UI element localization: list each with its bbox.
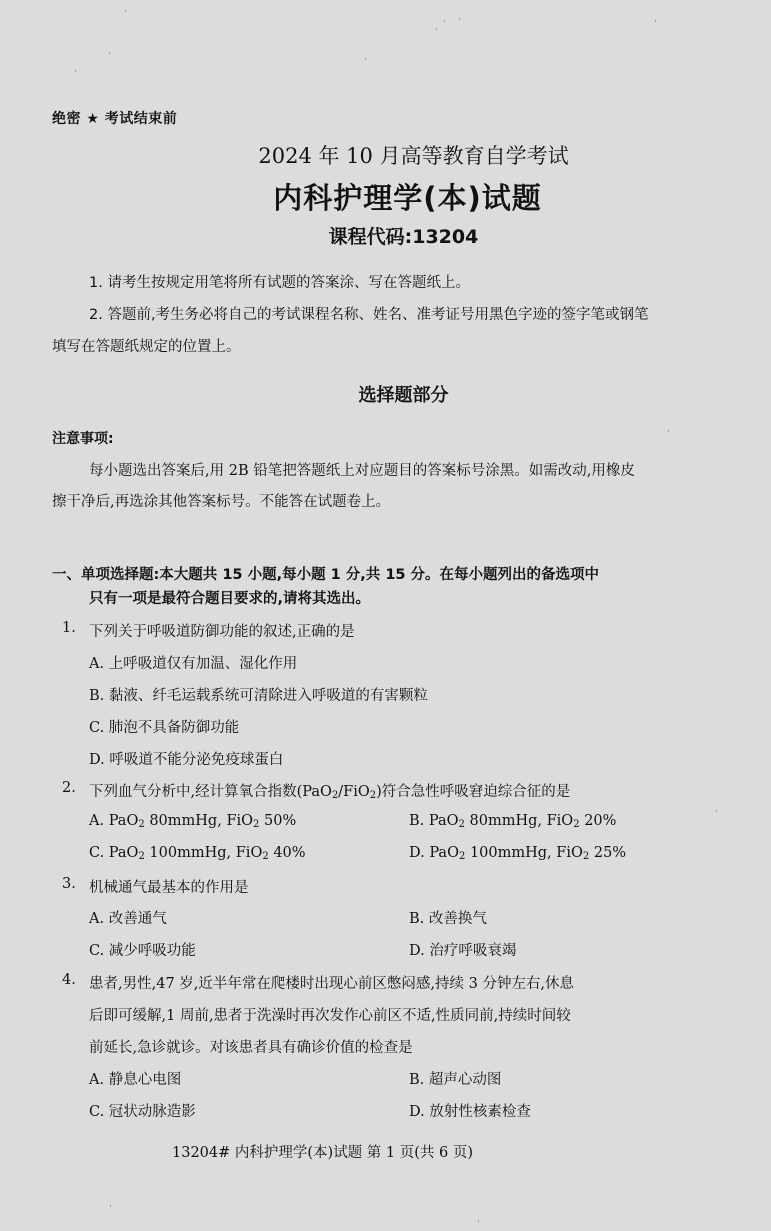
fio2-value: 50% [264, 813, 297, 829]
question-2-option-a [89, 813, 296, 829]
subscript: 2 [262, 851, 269, 862]
question-4-stem-line-2: 后即可缓解,1 周前,患者于洗澡时再次发作心前区不适,性质同前,持续时间较 [89, 1008, 571, 1024]
option-label: C. [89, 845, 105, 861]
question-4-option-a: A. 静息心电图 [89, 1072, 182, 1088]
scan-speck [459, 18, 460, 20]
question-4-option-d: D. 放射性核素检查 [409, 1104, 531, 1120]
question-1-option-d: D. 呼吸道不能分泌免疫球蛋白 [89, 752, 284, 768]
scan-speck [125, 10, 126, 12]
pao2-label: PaO [108, 813, 139, 829]
notice-line-1: 每小题选出答案后,用 2B 铅笔把答题纸上对应题目的答案标号涂黑。如需改动,用橡皮 [89, 463, 635, 479]
question-4-option-c: C. 冠状动脉造影 [89, 1104, 196, 1120]
exam-name: 2024 年 10 月高等教育自学考试 [258, 144, 569, 168]
fio2-value: 20% [584, 813, 617, 829]
scan-speck [436, 28, 437, 30]
question-2-option-d [409, 845, 626, 861]
option-label: D. [409, 845, 425, 861]
question-4-stem-line-1: 患者,男性,47 岁,近半年常在爬楼时出现心前区憋闷感,持续 3 分钟左右,休息 [89, 976, 575, 992]
fio2-value: 40% [273, 845, 306, 861]
part-one-heading: 一、单项选择题:本大题共 15 小题,每小题 1 分,共 15 分。在每小题列出的备选项中 [52, 567, 600, 583]
scan-speck [75, 70, 76, 72]
question-2-number: 2. [62, 780, 76, 796]
confidential-label: 绝密 ★ 考试结束前 [52, 111, 178, 127]
subscript: 2 [138, 851, 145, 862]
subscript: 2 [253, 819, 260, 830]
course-code: 课程代码:13204 [328, 226, 479, 248]
subscript: 2 [458, 851, 466, 862]
instruction-2-cont: 填写在答题纸规定的位置上。 [52, 339, 241, 355]
question-1-option-a: A. 上呼吸道仅有加温、湿化作用 [89, 656, 298, 672]
option-label: A. [89, 813, 105, 829]
pao2-value: 80mmHg, [469, 813, 542, 829]
fio2-value: 25% [593, 845, 627, 861]
question-4-stem-line-3: 前延长,急诊就诊。对该患者具有确诊价值的检查是 [89, 1040, 413, 1056]
fio2-label: FiO [226, 813, 254, 829]
question-1-option-b: B. 黏液、纤毛运载系统可清除进入呼吸道的有害颗粒 [89, 688, 428, 704]
question-1-option-c: C. 肺泡不具备防御功能 [89, 720, 240, 736]
question-3-stem: 机械通气最基本的作用是 [89, 880, 249, 896]
fio2-label: FiO [556, 845, 583, 861]
question-2-stem-text: )符合急性呼吸窘迫综合征的是 [376, 784, 571, 800]
instruction-2: 2. 答题前,考生务必将自己的考试课程名称、姓名、准考证号用黑色字迹的签字笔或钢笔 [89, 307, 649, 323]
pao2-label: PaO [108, 845, 139, 861]
scan-speck [109, 52, 110, 54]
part-one-heading-cont: 只有一项是最符合题目要求的,请将其选出。 [89, 591, 371, 607]
question-3-option-b: B. 改善换气 [409, 911, 487, 927]
question-2-stem-text: /FiO [338, 784, 370, 800]
question-1-number: 1. [62, 620, 76, 636]
subscript: 2 [138, 819, 145, 830]
pao2-label: PaO [429, 845, 459, 861]
question-3-option-c: C. 减少呼吸功能 [89, 943, 196, 959]
question-3-number: 3. [62, 876, 76, 892]
question-3-option-d: D. 治疗呼吸衰竭 [409, 943, 517, 959]
notice-line-2: 擦干净后,再选涂其他答案标号。不能答在试题卷上。 [52, 494, 391, 510]
question-4-number: 4. [62, 972, 76, 988]
subscript: 2 [582, 851, 590, 862]
scan-speck [365, 58, 366, 60]
pao2-value: 100mmHg, [469, 845, 552, 861]
scan-speck [655, 20, 656, 22]
subscript: 2 [458, 819, 465, 830]
question-2-option-c [89, 845, 306, 861]
question-2-stem [89, 780, 570, 801]
scan-speck [716, 810, 717, 812]
scan-speck [668, 430, 669, 432]
pao2-label: PaO [428, 813, 459, 829]
notice-label: 注意事项: [52, 431, 114, 447]
question-2-option-b [409, 813, 616, 829]
question-4-option-b: B. 超声心动图 [409, 1072, 502, 1088]
page-footer: 13204# 内科护理学(本)试题 第 1 页(共 6 页) [172, 1145, 474, 1161]
subscript: 2 [369, 790, 377, 801]
instruction-1: 1. 请考生按规定用笔将所有试题的答案涂、写在答题纸上。 [89, 275, 470, 291]
question-1-stem: 下列关于呼吸道防御功能的叙述,正确的是 [89, 624, 355, 640]
subscript: 2 [573, 819, 580, 830]
section-title: 选择题部分 [358, 385, 449, 406]
paper-title: 内科护理学(本)试题 [273, 181, 542, 215]
pao2-value: 80mmHg, [149, 813, 222, 829]
pao2-value: 100mmHg, [149, 845, 232, 861]
fio2-label: FiO [546, 813, 574, 829]
fio2-label: FiO [235, 845, 263, 861]
question-2-stem-text: 下列血气分析中,经计算氧合指数(PaO [89, 784, 332, 800]
question-3-option-a: A. 改善通气 [89, 911, 167, 927]
scan-speck [110, 1205, 111, 1207]
scan-speck [444, 20, 445, 22]
subscript: 2 [331, 790, 339, 801]
scan-speck [478, 1220, 479, 1222]
option-label: B. [409, 813, 425, 829]
